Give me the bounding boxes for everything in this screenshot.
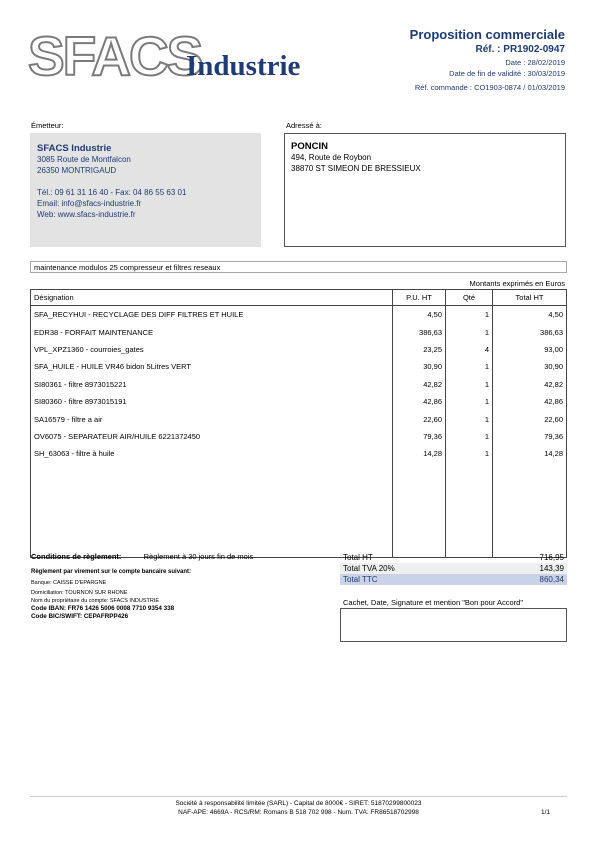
transfer-title: Règlement par virement sur le compte bancaire suivant: bbox=[31, 569, 192, 575]
table-row bbox=[31, 358, 567, 375]
cell-designation: SA16579 - filtre a air bbox=[31, 410, 393, 427]
table-row bbox=[31, 393, 567, 410]
account-owner: Nom du propriétaire du compte: SFACS INDUSTRIE bbox=[31, 597, 160, 604]
total-ht-value: 716,95 bbox=[539, 553, 564, 562]
bank-domiciliation: Domiciliation: TOURNON SUR RHONE bbox=[31, 590, 128, 597]
col-pu-header: P.U. HT bbox=[393, 290, 446, 306]
recipient-address-line2: 38870 ST SIMEON DE BRESSIEUX bbox=[291, 164, 421, 173]
total-ttc-label: Total TTC bbox=[343, 575, 378, 584]
document-title: Proposition commerciale bbox=[409, 27, 565, 42]
cell-total: 22,60 bbox=[493, 410, 567, 427]
footer-legal-line1: Société à responsabilité limitée (SARL) - Capital de 8000€ - SIRET: 51870299800023 bbox=[175, 800, 422, 807]
cell-designation: SI80360 - filtre 8973015191 bbox=[31, 393, 393, 410]
total-ht-row bbox=[340, 552, 567, 563]
totals-block bbox=[340, 552, 567, 585]
cell-total: 386,63 bbox=[493, 323, 567, 340]
cell-total: 4,50 bbox=[493, 306, 567, 324]
cell-pu: 79,36 bbox=[393, 428, 446, 445]
cell-designation: SFA_RECYHUI - RECYCLAGE DES DIFF FILTRES ET HUILE bbox=[31, 306, 393, 324]
document-date: Date : 28/02/2019 bbox=[505, 58, 565, 67]
cell-pu: 23,25 bbox=[393, 341, 446, 358]
emitter-address-line1: 3085 Route de Montfalcon bbox=[37, 155, 131, 164]
cell-total: 30,90 bbox=[493, 358, 567, 375]
cell-qty: 4 bbox=[446, 341, 493, 358]
table-row bbox=[31, 428, 567, 445]
emitter-label: Émetteur: bbox=[31, 121, 64, 130]
cell-qty: 1 bbox=[446, 410, 493, 427]
cell-pu: 30,90 bbox=[393, 358, 446, 375]
cell-pu: 4,50 bbox=[393, 306, 446, 324]
col-total-header: Total HT bbox=[493, 290, 567, 306]
signature-box[interactable] bbox=[340, 608, 567, 642]
col-designation-header: Désignation bbox=[31, 290, 393, 306]
cell-total: 42,86 bbox=[493, 393, 567, 410]
emitter-email: Email: info@sfacs-industrie.fr bbox=[37, 199, 142, 208]
total-tva-row bbox=[340, 563, 567, 574]
page-number: 1/1 bbox=[540, 809, 550, 816]
cell-pu: 386,63 bbox=[393, 323, 446, 340]
recipient-address-line1: 494, Route de Roybon bbox=[291, 153, 372, 162]
footer-legal-line2: NAF-APE: 4669A - RCS/RM: Romans B 518 702 998 - Num. TVA: FR86518702998 bbox=[178, 809, 419, 816]
cell-qty: 1 bbox=[446, 376, 493, 393]
cell-designation: OV6075 - SEPARATEUR AIR/HUILE 6221372450 bbox=[31, 428, 393, 445]
bic-swift: Code BIC/SWIFT: CEPAFRPP426 bbox=[31, 612, 129, 620]
cell-designation: SFA_HUILE - HUILE VR46 bidon 5Litres VERT bbox=[31, 358, 393, 375]
logo-brand: SFACS bbox=[28, 25, 202, 87]
conditions-label: Conditions de règlement: bbox=[31, 552, 122, 561]
table-row bbox=[31, 306, 567, 324]
footer-divider bbox=[30, 796, 567, 797]
order-reference: Réf. commande : CO1903-0874 / 01/03/2019 bbox=[414, 83, 565, 92]
emitter-name: SFACS Industrie bbox=[37, 143, 112, 154]
cell-total: 14,28 bbox=[493, 445, 567, 462]
cell-pu: 42,82 bbox=[393, 376, 446, 393]
emitter-address-line2: 26350 MONTRIGAUD bbox=[37, 166, 117, 175]
cell-pu: 42,86 bbox=[393, 393, 446, 410]
cell-qty: 1 bbox=[446, 445, 493, 462]
logo-subtitle: Industrie bbox=[186, 50, 301, 82]
cell-total: 93,00 bbox=[493, 341, 567, 358]
cell-designation: VPL_XPZ1360 - courroies_gates bbox=[31, 341, 393, 358]
cell-total: 79,36 bbox=[493, 428, 567, 445]
emitter-phone: Tél.: 09 61 31 16 40 - Fax: 04 86 55 63 01 bbox=[37, 188, 187, 197]
document-reference: Réf. : PR1902-0947 bbox=[475, 44, 565, 55]
recipient-name: PONCIN bbox=[291, 141, 328, 152]
table-row bbox=[31, 376, 567, 393]
col-qty-header: Qté bbox=[446, 290, 493, 306]
total-tva-value: 143,39 bbox=[539, 564, 564, 573]
emitter-box bbox=[30, 133, 261, 247]
cell-qty: 1 bbox=[446, 428, 493, 445]
line-items-table bbox=[30, 289, 567, 558]
total-tva-label: Total TVA 20% bbox=[343, 564, 395, 573]
recipient-box bbox=[284, 133, 566, 247]
cell-qty: 1 bbox=[446, 323, 493, 340]
company-logo bbox=[28, 25, 318, 88]
currency-note: Montants exprimés en Euros bbox=[469, 279, 565, 288]
total-ttc-row bbox=[340, 574, 567, 585]
total-ht-label: Total HT bbox=[343, 553, 373, 562]
table-empty-space bbox=[31, 463, 567, 558]
cell-qty: 1 bbox=[446, 358, 493, 375]
cell-qty: 1 bbox=[446, 306, 493, 324]
cell-designation: SH_63063 - filtre à huile bbox=[31, 445, 393, 462]
bank-name: Banque: CAISSE D'EPARGNE bbox=[31, 579, 107, 586]
cell-pu: 14,28 bbox=[393, 445, 446, 462]
table-row bbox=[31, 341, 567, 358]
emitter-web: Web: www.sfacs-industrie.fr bbox=[37, 210, 136, 219]
recipient-label: Adressé à: bbox=[286, 121, 322, 130]
total-ttc-value: 860,34 bbox=[539, 575, 564, 584]
signature-label: Cachet, Date, Signature et mention "Bon pour Accord" bbox=[343, 598, 524, 607]
cell-pu: 22,60 bbox=[393, 410, 446, 427]
table-row bbox=[31, 410, 567, 427]
conditions-value: Règlement à 30 jours fin de mois bbox=[143, 552, 254, 561]
proposal-object: maintenance modulos 25 compresseur et filtres reseaux bbox=[30, 261, 567, 273]
cell-designation: SI80361 - filtre 8973015221 bbox=[31, 376, 393, 393]
cell-qty: 1 bbox=[446, 393, 493, 410]
cell-designation: EDR38 - FORFAIT MAINTENANCE bbox=[31, 323, 393, 340]
validity-date: Date de fin de validité : 30/03/2019 bbox=[449, 69, 565, 78]
table-row bbox=[31, 323, 567, 340]
cell-total: 42,82 bbox=[493, 376, 567, 393]
iban: Code IBAN: FR76 1426 5006 0008 7710 9354 338 bbox=[31, 605, 175, 613]
table-header-row bbox=[31, 290, 567, 306]
table-row bbox=[31, 445, 567, 462]
payment-conditions bbox=[31, 552, 253, 621]
